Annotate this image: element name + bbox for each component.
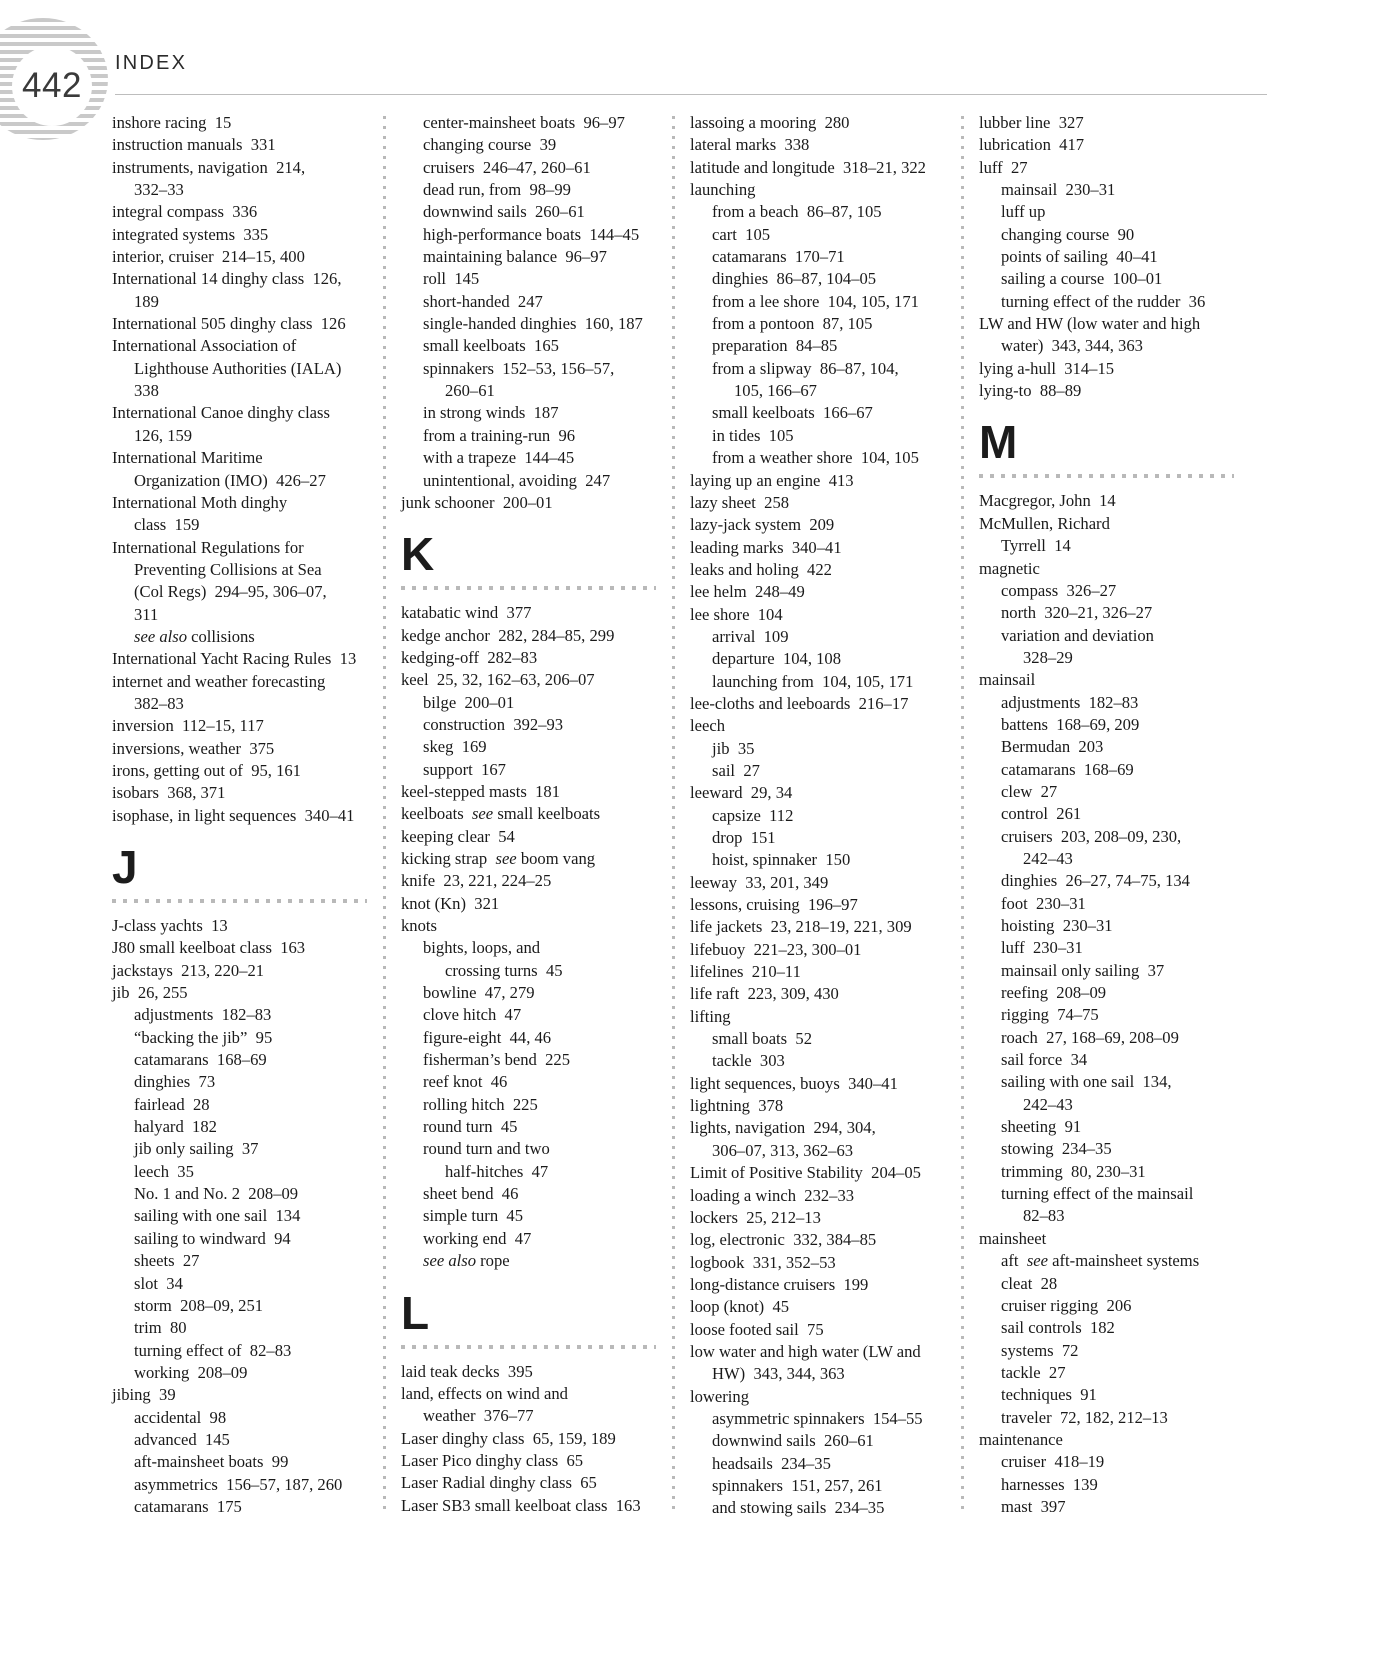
index-entry: center-mainsheet boats 96–97 xyxy=(423,113,625,132)
letter-dotted-rule xyxy=(112,899,367,903)
index-entry: dinghies 73 xyxy=(134,1072,216,1092)
index-entry: 382–83 xyxy=(134,693,184,713)
index-entry: high-performance boats 144–45 xyxy=(423,224,640,244)
letter-dotted-rule xyxy=(401,586,656,590)
index-entry: aft see aft-mainsheet systems xyxy=(1001,1251,1200,1271)
index-entry: catamarans 168–69 xyxy=(134,1050,267,1070)
index-entry: International Maritime xyxy=(112,448,263,468)
index-entry: Laser SB3 small keelboat class 163 xyxy=(401,1495,641,1515)
index-entry: preparation 84–85 xyxy=(712,336,838,356)
cross-reference-italic: see also xyxy=(423,1251,476,1271)
index-entry: catamarans 170–71 xyxy=(712,247,845,267)
index-entry: sailing with one sail 134, xyxy=(1001,1072,1172,1092)
index-entry: 306–07, 313, 362–63 xyxy=(712,1140,854,1160)
index-entry: “backing the jib” 95 xyxy=(134,1027,273,1047)
index-entry: dead run, from 98–99 xyxy=(423,180,571,200)
index-entry: Macgregor, John 14 xyxy=(979,491,1116,511)
index-entry: reef knot 46 xyxy=(423,1072,508,1092)
index-entry: clew 27 xyxy=(1001,781,1058,801)
index-entry: cruiser rigging 206 xyxy=(1001,1295,1132,1315)
index-entry: International Association of xyxy=(112,336,297,356)
index-entry: rigging 74–75 xyxy=(1001,1005,1099,1025)
index-entry: lateral marks 338 xyxy=(690,135,810,155)
index-entry: capsize 112 xyxy=(712,805,794,825)
index-entry: lee helm 248–49 xyxy=(690,582,805,602)
index-entry: Preventing Collisions at Sea xyxy=(134,559,322,579)
index-entry-group xyxy=(401,112,656,514)
index-entry: weather 376–77 xyxy=(423,1406,534,1426)
index-entry: magnetic xyxy=(979,558,1040,578)
index-entry: maintenance xyxy=(979,1429,1063,1449)
index-entry: leeway 33, 201, 349 xyxy=(690,872,829,892)
index-entry: halyard 182 xyxy=(134,1117,217,1137)
index-entry: small keelboats 166–67 xyxy=(712,403,873,423)
index-entry: from a training-run 96 xyxy=(423,425,576,445)
letter-dotted-rule xyxy=(979,474,1234,478)
index-entry: light sequences, buoys 340–41 xyxy=(690,1073,898,1093)
index-entry: with a trapeze 144–45 xyxy=(423,448,575,468)
index-columns xyxy=(112,112,1270,1518)
index-entry: fisherman’s bend 225 xyxy=(423,1050,571,1070)
index-entry: lee-cloths and leeboards 216–17 xyxy=(690,693,909,713)
index-entry: from a beach 86–87, 105 xyxy=(712,202,882,222)
index-entry: fairlead 28 xyxy=(134,1094,210,1114)
index-entry: loop (knot) 45 xyxy=(690,1297,790,1317)
index-entry: compass 326–27 xyxy=(1001,580,1117,600)
index-entry: turning effect of 82–83 xyxy=(134,1340,292,1360)
index-entry: variation and deviation xyxy=(1001,625,1154,645)
index-entry-group xyxy=(401,602,656,1272)
index-entry: figure-eight 44, 46 xyxy=(423,1027,552,1047)
index-entry: inshore racing 15 xyxy=(112,113,232,132)
index-entry: round turn and two xyxy=(423,1139,550,1159)
index-entry: jib 26, 255 xyxy=(112,983,188,1003)
index-column xyxy=(112,112,367,1516)
index-entry: HW) 343, 344, 363 xyxy=(712,1364,845,1384)
index-entry: cleat 28 xyxy=(1001,1273,1058,1293)
index-entry: instruction manuals 331 xyxy=(112,135,276,155)
index-entry: downwind sails 260–61 xyxy=(712,1431,874,1451)
index-entry: tackle 303 xyxy=(712,1051,785,1071)
index-entry: launching xyxy=(690,180,756,200)
index-entry: J80 small keelboat class 163 xyxy=(112,938,306,958)
index-entry: battens 168–69, 209 xyxy=(1001,714,1140,734)
index-entry-group xyxy=(979,112,1234,402)
index-entry: lying a-hull 314–15 xyxy=(979,358,1115,378)
index-entry: leading marks 340–41 xyxy=(690,537,842,557)
index-entry: luff 27 xyxy=(979,157,1028,177)
index-entry: lassoing a mooring 280 xyxy=(690,113,850,132)
index-entry: International Moth dinghy xyxy=(112,492,288,512)
index-entry: clove hitch 47 xyxy=(423,1005,522,1025)
index-entry: launching from 104, 105, 171 xyxy=(712,671,914,691)
index-entry: working 208–09 xyxy=(134,1362,248,1382)
index-entry: half-hitches 47 xyxy=(445,1161,549,1181)
index-entry: integral compass 336 xyxy=(112,202,258,222)
index-entry: No. 1 and No. 2 208–09 xyxy=(134,1184,299,1204)
index-entry: 105, 166–67 xyxy=(734,381,817,401)
index-entry: mast 397 xyxy=(1001,1496,1066,1516)
index-entry: kedging-off 282–83 xyxy=(401,647,538,667)
index-entry: lights, navigation 294, 304, xyxy=(690,1118,876,1138)
index-entry: systems 72 xyxy=(1001,1340,1079,1360)
index-entry: unintentional, avoiding 247 xyxy=(423,470,611,490)
index-entry: jibing 39 xyxy=(112,1385,176,1405)
index-entry: 338 xyxy=(134,381,159,401)
index-entry: keel 25, 32, 162–63, 206–07 xyxy=(401,670,595,690)
index-entry: trimming 80, 230–31 xyxy=(1001,1161,1146,1181)
index-entry-group xyxy=(979,490,1234,1518)
index-entry: from a lee shore 104, 105, 171 xyxy=(712,291,919,311)
column-dotted-divider xyxy=(672,116,675,1512)
index-entry: storm 208–09, 251 xyxy=(134,1295,264,1315)
letter-section-heading xyxy=(112,841,367,903)
index-entry: lubber line 327 xyxy=(979,113,1084,132)
index-entry: sailing to windward 94 xyxy=(134,1228,291,1248)
index-entry: aft-mainsheet boats 99 xyxy=(134,1452,289,1472)
index-entry: life jackets 23, 218–19, 221, 309 xyxy=(690,917,912,937)
index-entry: lessons, cruising 196–97 xyxy=(690,895,858,915)
index-entry: asymmetrics 156–57, 187, 260 xyxy=(134,1474,343,1494)
index-entry: trim 80 xyxy=(134,1318,187,1338)
index-entry: lowering xyxy=(690,1386,749,1406)
index-entry: Tyrrell 14 xyxy=(1001,536,1071,556)
index-entry: isobars 368, 371 xyxy=(112,783,226,803)
index-entry: catamarans 168–69 xyxy=(1001,759,1134,779)
letter-glyph: L xyxy=(401,1286,430,1339)
index-entry: accidental 98 xyxy=(134,1407,227,1427)
index-entry: maintaining balance 96–97 xyxy=(423,247,607,267)
index-entry: control 261 xyxy=(1001,804,1082,824)
header-rule xyxy=(115,94,1267,95)
index-entry: life raft 223, 309, 430 xyxy=(690,984,839,1004)
index-entry: 242–43 xyxy=(1023,1094,1073,1114)
index-entry: loose footed sail 75 xyxy=(690,1319,824,1339)
index-entry: rolling hitch 225 xyxy=(423,1094,538,1114)
index-entry: Lighthouse Authorities (IALA) xyxy=(134,358,342,378)
index-entry: from a slipway 86–87, 104, xyxy=(712,358,899,378)
index-entry: sheets 27 xyxy=(134,1251,200,1271)
index-entry: mainsail only sailing 37 xyxy=(1001,960,1165,980)
index-entry: isophase, in light sequences 340–41 xyxy=(112,805,355,825)
index-entry: spinnakers 151, 257, 261 xyxy=(712,1475,883,1495)
index-entry: internet and weather forecasting xyxy=(112,671,326,691)
index-entry: knot (Kn) 321 xyxy=(401,893,500,913)
index-column xyxy=(690,112,945,1518)
index-entry: 328–29 xyxy=(1023,647,1073,667)
index-entry: changing course 39 xyxy=(423,135,557,155)
index-entry: hoisting 230–31 xyxy=(1001,916,1113,935)
index-entry: katabatic wind 377 xyxy=(401,603,532,623)
index-entry: small boats 52 xyxy=(712,1029,813,1049)
index-entry: round turn 45 xyxy=(423,1117,518,1137)
letter-dotted-rule xyxy=(401,1345,656,1349)
index-entry: spinnakers 152–53, 156–57, xyxy=(423,358,615,378)
index-entry: leaks and holing 422 xyxy=(690,559,832,579)
folio-badge xyxy=(0,18,108,140)
index-entry: LW and HW (low water and high xyxy=(979,314,1201,334)
index-entry: class 159 xyxy=(134,515,200,535)
index-entry: stowing 234–35 xyxy=(1001,1139,1112,1159)
index-entry: headsails 234–35 xyxy=(712,1453,831,1473)
index-entry: single-handed dinghies 160, 187 xyxy=(423,314,643,334)
column-gutter xyxy=(656,112,690,1512)
index-entry-group xyxy=(401,1361,656,1517)
index-entry: irons, getting out of 95, 161 xyxy=(112,760,301,780)
index-entry: leech xyxy=(690,716,726,736)
letter-section-heading xyxy=(979,416,1234,478)
letter-glyph: K xyxy=(401,528,435,581)
index-entry: log, electronic 332, 384–85 xyxy=(690,1230,877,1250)
index-entry: lazy sheet 258 xyxy=(690,492,790,512)
index-entry: see also collisions xyxy=(134,626,255,646)
index-entry: low water and high water (LW and xyxy=(690,1341,921,1361)
index-entry: from a pontoon 87, 105 xyxy=(712,314,873,334)
index-entry: mainsheet xyxy=(979,1228,1047,1248)
index-entry: and stowing sails 234–35 xyxy=(712,1498,885,1518)
index-entry: sailing a course 100–01 xyxy=(1001,269,1163,289)
index-entry: sailing with one sail 134 xyxy=(134,1206,301,1226)
index-entry: Laser dinghy class 65, 159, 189 xyxy=(401,1428,616,1448)
index-entry: jib 35 xyxy=(712,738,755,758)
index-entry: lifelines 210–11 xyxy=(690,962,801,982)
index-entry: lee shore 104 xyxy=(690,604,783,624)
index-entry: lockers 25, 212–13 xyxy=(690,1207,821,1227)
index-entry: 189 xyxy=(134,291,159,311)
index-entry: interior, cruiser 214–15, 400 xyxy=(112,247,305,267)
index-entry: (Col Regs) 294–95, 306–07, xyxy=(134,582,327,602)
index-entry: cruisers 246–47, 260–61 xyxy=(423,157,591,177)
index-entry: International Canoe dinghy class xyxy=(112,403,330,423)
index-entry: lubrication 417 xyxy=(979,135,1085,155)
index-entry: lying-to 88–89 xyxy=(979,381,1082,401)
index-entry: points of sailing 40–41 xyxy=(1001,247,1158,267)
index-entry: lazy-jack system 209 xyxy=(690,515,835,535)
index-entry: lifebuoy 221–23, 300–01 xyxy=(690,939,862,959)
index-entry: cruisers 203, 208–09, 230, xyxy=(1001,826,1182,846)
index-entry: dinghies 86–87, 104–05 xyxy=(712,269,877,289)
index-entry: drop 151 xyxy=(712,828,776,847)
cross-reference-italic: see xyxy=(1026,1251,1049,1271)
index-entry: traveler 72, 182, 212–13 xyxy=(1001,1407,1168,1427)
index-entry: kicking strap see boom vang xyxy=(401,848,596,868)
index-entry: arrival 109 xyxy=(712,626,789,646)
index-entry: land, effects on wind and xyxy=(401,1383,568,1403)
index-entry: Limit of Positive Stability 204–05 xyxy=(690,1163,921,1183)
index-entry-group xyxy=(112,915,367,1518)
index-entry: dinghies 26–27, 74–75, 134 xyxy=(1001,871,1190,891)
index-entry: long-distance cruisers 199 xyxy=(690,1274,869,1294)
index-entry: skeg 169 xyxy=(423,737,487,757)
index-entry: keelboats see small keelboats xyxy=(401,804,601,824)
index-entry: crossing turns 45 xyxy=(445,960,563,980)
index-entry: lifting xyxy=(690,1006,731,1026)
index-entry: Bermudan 203 xyxy=(1001,737,1104,757)
index-entry: inversion 112–15, 117 xyxy=(112,716,264,736)
index-entry: asymmetric spinnakers 154–55 xyxy=(712,1408,923,1428)
index-entry: harnesses 139 xyxy=(1001,1474,1098,1494)
column-gutter xyxy=(945,112,979,1512)
index-entry: keeping clear 54 xyxy=(401,826,515,846)
page-number: 442 xyxy=(22,66,82,105)
index-entry: mainsail xyxy=(979,670,1036,690)
index-entry: sail controls 182 xyxy=(1001,1318,1115,1338)
column-dotted-divider xyxy=(383,116,386,1512)
index-entry: McMullen, Richard xyxy=(979,513,1110,533)
page-header xyxy=(0,0,1382,110)
letter-glyph: J xyxy=(112,841,138,893)
index-entry: bights, loops, and xyxy=(423,938,541,958)
index-entry: sail force 34 xyxy=(1001,1050,1088,1070)
index-entry: in strong winds 187 xyxy=(423,403,559,423)
index-entry: 332–33 xyxy=(134,180,184,200)
index-entry: laid teak decks 395 xyxy=(401,1361,533,1381)
index-entry: Organization (IMO) 426–27 xyxy=(134,470,326,490)
index-entry: Laser Pico dinghy class 65 xyxy=(401,1450,584,1470)
index-entry: catamarans 175 xyxy=(134,1496,242,1516)
index-entry: International Regulations for xyxy=(112,537,304,557)
index-entry: International Yacht Racing Rules 13 xyxy=(112,649,357,669)
index-entry: adjustments 182–83 xyxy=(134,1005,272,1025)
index-entry: 260–61 xyxy=(445,381,495,401)
letter-section-heading xyxy=(401,528,656,590)
index-entry: International 505 dinghy class 126 xyxy=(112,314,346,334)
index-entry: tackle 27 xyxy=(1001,1362,1066,1382)
letter-section-heading xyxy=(401,1287,656,1349)
index-entry: jib only sailing 37 xyxy=(134,1139,259,1159)
index-entry: International 14 dinghy class 126, xyxy=(112,269,342,289)
index-entry: knots xyxy=(401,916,437,935)
index-entry: luff 230–31 xyxy=(1001,938,1083,958)
index-entry: turning effect of the mainsail xyxy=(1001,1184,1194,1204)
index-entry-group xyxy=(112,112,367,827)
index-entry: bowline 47, 279 xyxy=(423,983,535,1003)
index-entry: working end 47 xyxy=(423,1228,532,1248)
index-entry: water) 343, 344, 363 xyxy=(1001,336,1143,356)
cross-reference-italic: see xyxy=(495,848,517,868)
index-column xyxy=(979,112,1234,1516)
index-entry: keel-stepped masts 181 xyxy=(401,781,560,801)
index-entry: roll 145 xyxy=(423,269,480,289)
index-entry: laying up an engine 413 xyxy=(690,470,854,490)
index-entry: bilge 200–01 xyxy=(423,692,515,712)
index-entry: sail 27 xyxy=(712,760,760,780)
index-entry: loading a winch 232–33 xyxy=(690,1185,855,1205)
letter-glyph: M xyxy=(979,416,1018,469)
index-entry: short-handed 247 xyxy=(423,291,543,311)
index-entry: roach 27, 168–69, 208–09 xyxy=(1001,1027,1179,1047)
index-entry: sheeting 91 xyxy=(1001,1117,1082,1137)
index-entry: cart 105 xyxy=(712,224,771,244)
index-entry: inversions, weather 375 xyxy=(112,738,275,758)
index-entry: logbook 331, 352–53 xyxy=(690,1252,836,1272)
index-entry: 242–43 xyxy=(1023,848,1073,868)
index-entry: reefing 208–09 xyxy=(1001,983,1107,1003)
index-entry: foot 230–31 xyxy=(1001,893,1086,913)
index-entry: luff up xyxy=(1001,202,1046,222)
index-entry: departure 104, 108 xyxy=(712,649,842,669)
index-entry: from a weather shore 104, 105 xyxy=(712,448,919,468)
index-entry: kedge anchor 282, 284–85, 299 xyxy=(401,625,615,645)
index-entry: 82–83 xyxy=(1023,1206,1065,1226)
index-entry: junk schooner 200–01 xyxy=(401,492,553,512)
index-entry: mainsail 230–31 xyxy=(1001,180,1116,200)
index-entry: support 167 xyxy=(423,759,506,779)
index-entry: jackstays 213, 220–21 xyxy=(112,960,265,980)
index-entry: slot 34 xyxy=(134,1273,183,1293)
column-gutter xyxy=(367,112,401,1512)
index-entry: adjustments 182–83 xyxy=(1001,692,1139,712)
index-entry: Laser Radial dinghy class 65 xyxy=(401,1473,597,1493)
index-entry: integrated systems 335 xyxy=(112,224,269,244)
index-entry-group xyxy=(690,112,945,1520)
index-entry: sheet bend 46 xyxy=(423,1184,519,1204)
index-entry: leech 35 xyxy=(134,1161,194,1181)
column-dotted-divider xyxy=(961,116,964,1512)
index-entry: instruments, navigation 214, xyxy=(112,157,306,177)
index-entry: turning effect of the rudder 36 xyxy=(1001,291,1206,311)
index-entry: 311 xyxy=(134,604,159,624)
index-entry: downwind sails 260–61 xyxy=(423,202,585,222)
running-head: INDEX xyxy=(115,52,188,74)
index-entry: leeward 29, 34 xyxy=(690,783,793,803)
index-entry: advanced 145 xyxy=(134,1429,230,1449)
index-entry: construction 392–93 xyxy=(423,714,564,734)
index-entry: north 320–21, 326–27 xyxy=(1001,603,1153,623)
index-entry: simple turn 45 xyxy=(423,1206,524,1226)
index-entry: see also rope xyxy=(423,1251,510,1271)
index-entry: techniques 91 xyxy=(1001,1385,1097,1405)
index-entry: in tides 105 xyxy=(712,425,794,445)
index-entry: J-class yachts 13 xyxy=(112,916,228,935)
index-entry: lightning 378 xyxy=(690,1096,784,1116)
index-entry: latitude and longitude 318–21, 322 xyxy=(690,157,926,177)
index-entry: cruiser 418–19 xyxy=(1001,1452,1105,1472)
index-column xyxy=(401,112,656,1515)
index-entry: small keelboats 165 xyxy=(423,336,559,356)
cross-reference-italic: see xyxy=(471,804,494,824)
index-entry: knife 23, 221, 224–25 xyxy=(401,871,552,891)
cross-reference-italic: see also xyxy=(134,626,187,646)
index-entry: hoist, spinnaker 150 xyxy=(712,850,851,870)
index-entry: changing course 90 xyxy=(1001,224,1135,244)
index-entry: 126, 159 xyxy=(134,425,193,445)
